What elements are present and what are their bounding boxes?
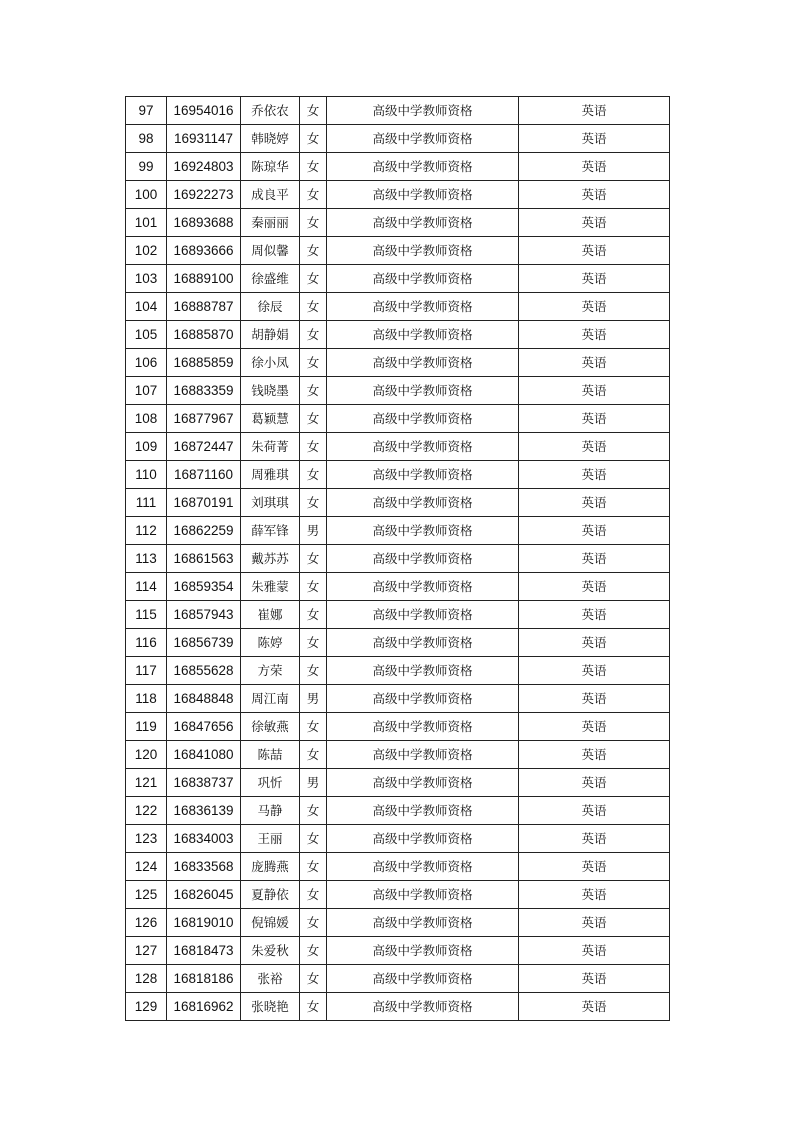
table-row <box>126 97 670 125</box>
gender-cell: 女 <box>300 405 327 433</box>
table-row <box>126 993 670 1021</box>
qualification-cell: 高级中学教师资格 <box>327 377 519 405</box>
qualification-cell: 高级中学教师资格 <box>327 601 519 629</box>
candidate-id-cell: 16954016 <box>167 97 241 125</box>
row-number-cell: 125 <box>126 881 167 909</box>
roster-table <box>125 96 670 1021</box>
candidate-name-cell: 朱荷菁 <box>241 433 300 461</box>
candidate-name-cell: 徐盛维 <box>241 265 300 293</box>
qualification-cell: 高级中学教师资格 <box>327 209 519 237</box>
gender-cell: 女 <box>300 545 327 573</box>
subject-cell: 英语 <box>519 629 670 657</box>
row-number-cell: 112 <box>126 517 167 545</box>
gender-cell: 男 <box>300 685 327 713</box>
subject-cell: 英语 <box>519 321 670 349</box>
table-row <box>126 629 670 657</box>
subject-cell: 英语 <box>519 713 670 741</box>
table-row <box>126 657 670 685</box>
table-row <box>126 797 670 825</box>
candidate-name-cell: 葛颖慧 <box>241 405 300 433</box>
candidate-name-cell: 倪锦媛 <box>241 909 300 937</box>
row-number-cell: 128 <box>126 965 167 993</box>
candidate-name-cell: 钱晓墨 <box>241 377 300 405</box>
subject-cell: 英语 <box>519 769 670 797</box>
candidate-name-cell: 巩忻 <box>241 769 300 797</box>
row-number-cell: 123 <box>126 825 167 853</box>
candidate-name-cell: 胡静娟 <box>241 321 300 349</box>
candidate-name-cell: 徐敏燕 <box>241 713 300 741</box>
row-number-cell: 114 <box>126 573 167 601</box>
subject-cell: 英语 <box>519 265 670 293</box>
row-number-cell: 127 <box>126 937 167 965</box>
candidate-name-cell: 马静 <box>241 797 300 825</box>
gender-cell: 女 <box>300 209 327 237</box>
subject-cell: 英语 <box>519 125 670 153</box>
qualification-cell: 高级中学教师资格 <box>327 657 519 685</box>
row-number-cell: 120 <box>126 741 167 769</box>
table-row <box>126 377 670 405</box>
candidate-id-cell: 16885859 <box>167 349 241 377</box>
qualification-cell: 高级中学教师资格 <box>327 741 519 769</box>
candidate-id-cell: 16922273 <box>167 181 241 209</box>
gender-cell: 女 <box>300 321 327 349</box>
qualification-cell: 高级中学教师资格 <box>327 125 519 153</box>
table-row <box>126 741 670 769</box>
subject-cell: 英语 <box>519 797 670 825</box>
candidate-name-cell: 乔依农 <box>241 97 300 125</box>
candidate-name-cell: 陈喆 <box>241 741 300 769</box>
candidate-id-cell: 16856739 <box>167 629 241 657</box>
candidate-id-cell: 16893688 <box>167 209 241 237</box>
candidate-name-cell: 周江南 <box>241 685 300 713</box>
subject-cell: 英语 <box>519 825 670 853</box>
qualification-cell: 高级中学教师资格 <box>327 629 519 657</box>
subject-cell: 英语 <box>519 545 670 573</box>
row-number-cell: 115 <box>126 601 167 629</box>
gender-cell: 女 <box>300 349 327 377</box>
gender-cell: 女 <box>300 909 327 937</box>
row-number-cell: 118 <box>126 685 167 713</box>
gender-cell: 女 <box>300 993 327 1021</box>
gender-cell: 女 <box>300 153 327 181</box>
row-number-cell: 108 <box>126 405 167 433</box>
subject-cell: 英语 <box>519 517 670 545</box>
candidate-name-cell: 韩晓婷 <box>241 125 300 153</box>
table-row <box>126 713 670 741</box>
table-row <box>126 321 670 349</box>
candidate-name-cell: 张晓艳 <box>241 993 300 1021</box>
subject-cell: 英语 <box>519 97 670 125</box>
candidate-name-cell: 戴苏苏 <box>241 545 300 573</box>
candidate-id-cell: 16893666 <box>167 237 241 265</box>
table-row <box>126 685 670 713</box>
gender-cell: 女 <box>300 125 327 153</box>
row-number-cell: 129 <box>126 993 167 1021</box>
table-row <box>126 349 670 377</box>
row-number-cell: 101 <box>126 209 167 237</box>
candidate-id-cell: 16816962 <box>167 993 241 1021</box>
qualification-cell: 高级中学教师资格 <box>327 881 519 909</box>
qualification-cell: 高级中学教师资格 <box>327 909 519 937</box>
table-row <box>126 825 670 853</box>
qualification-cell: 高级中学教师资格 <box>327 405 519 433</box>
gender-cell: 女 <box>300 937 327 965</box>
qualification-cell: 高级中学教师资格 <box>327 265 519 293</box>
subject-cell: 英语 <box>519 293 670 321</box>
row-number-cell: 110 <box>126 461 167 489</box>
qualification-cell: 高级中学教师资格 <box>327 237 519 265</box>
qualification-cell: 高级中学教师资格 <box>327 181 519 209</box>
subject-cell: 英语 <box>519 601 670 629</box>
candidate-name-cell: 徐辰 <box>241 293 300 321</box>
candidate-id-cell: 16872447 <box>167 433 241 461</box>
qualification-cell: 高级中学教师资格 <box>327 769 519 797</box>
row-number-cell: 113 <box>126 545 167 573</box>
gender-cell: 女 <box>300 237 327 265</box>
subject-cell: 英语 <box>519 657 670 685</box>
subject-cell: 英语 <box>519 181 670 209</box>
table-row <box>126 517 670 545</box>
gender-cell: 女 <box>300 573 327 601</box>
subject-cell: 英语 <box>519 377 670 405</box>
row-number-cell: 111 <box>126 489 167 517</box>
row-number-cell: 119 <box>126 713 167 741</box>
gender-cell: 女 <box>300 629 327 657</box>
candidate-id-cell: 16838737 <box>167 769 241 797</box>
qualification-cell: 高级中学教师资格 <box>327 433 519 461</box>
candidate-name-cell: 秦丽丽 <box>241 209 300 237</box>
gender-cell: 女 <box>300 601 327 629</box>
candidate-name-cell: 徐小凤 <box>241 349 300 377</box>
qualification-cell: 高级中学教师资格 <box>327 489 519 517</box>
subject-cell: 英语 <box>519 909 670 937</box>
gender-cell: 男 <box>300 517 327 545</box>
subject-cell: 英语 <box>519 881 670 909</box>
table-row <box>126 125 670 153</box>
subject-cell: 英语 <box>519 349 670 377</box>
gender-cell: 女 <box>300 433 327 461</box>
candidate-id-cell: 16818473 <box>167 937 241 965</box>
gender-cell: 女 <box>300 713 327 741</box>
candidate-name-cell: 朱爱秋 <box>241 937 300 965</box>
candidate-name-cell: 陈婷 <box>241 629 300 657</box>
candidate-id-cell: 16889100 <box>167 265 241 293</box>
subject-cell: 英语 <box>519 209 670 237</box>
qualification-cell: 高级中学教师资格 <box>327 517 519 545</box>
qualification-cell: 高级中学教师资格 <box>327 713 519 741</box>
row-number-cell: 124 <box>126 853 167 881</box>
qualification-cell: 高级中学教师资格 <box>327 965 519 993</box>
candidate-id-cell: 16847656 <box>167 713 241 741</box>
row-number-cell: 117 <box>126 657 167 685</box>
roster-body <box>126 97 670 1021</box>
subject-cell: 英语 <box>519 433 670 461</box>
table-row <box>126 181 670 209</box>
gender-cell: 女 <box>300 965 327 993</box>
candidate-id-cell: 16826045 <box>167 881 241 909</box>
candidate-id-cell: 16883359 <box>167 377 241 405</box>
candidate-id-cell: 16870191 <box>167 489 241 517</box>
row-number-cell: 97 <box>126 97 167 125</box>
gender-cell: 女 <box>300 181 327 209</box>
table-row <box>126 461 670 489</box>
row-number-cell: 122 <box>126 797 167 825</box>
candidate-id-cell: 16862259 <box>167 517 241 545</box>
table-row <box>126 909 670 937</box>
gender-cell: 女 <box>300 461 327 489</box>
qualification-cell: 高级中学教师资格 <box>327 461 519 489</box>
candidate-name-cell: 方荣 <box>241 657 300 685</box>
qualification-cell: 高级中学教师资格 <box>327 545 519 573</box>
candidate-name-cell: 周雅琪 <box>241 461 300 489</box>
candidate-id-cell: 16931147 <box>167 125 241 153</box>
row-number-cell: 102 <box>126 237 167 265</box>
candidate-id-cell: 16924803 <box>167 153 241 181</box>
subject-cell: 英语 <box>519 685 670 713</box>
subject-cell: 英语 <box>519 405 670 433</box>
candidate-name-cell: 崔娜 <box>241 601 300 629</box>
qualification-cell: 高级中学教师资格 <box>327 993 519 1021</box>
row-number-cell: 103 <box>126 265 167 293</box>
table-row <box>126 965 670 993</box>
qualification-cell: 高级中学教师资格 <box>327 853 519 881</box>
subject-cell: 英语 <box>519 461 670 489</box>
gender-cell: 女 <box>300 97 327 125</box>
subject-cell: 英语 <box>519 853 670 881</box>
qualification-cell: 高级中学教师资格 <box>327 321 519 349</box>
subject-cell: 英语 <box>519 489 670 517</box>
candidate-id-cell: 16888787 <box>167 293 241 321</box>
qualification-cell: 高级中学教师资格 <box>327 685 519 713</box>
candidate-name-cell: 夏静依 <box>241 881 300 909</box>
candidate-id-cell: 16834003 <box>167 825 241 853</box>
candidate-id-cell: 16857943 <box>167 601 241 629</box>
row-number-cell: 107 <box>126 377 167 405</box>
row-number-cell: 100 <box>126 181 167 209</box>
row-number-cell: 109 <box>126 433 167 461</box>
table-row <box>126 489 670 517</box>
gender-cell: 女 <box>300 293 327 321</box>
qualification-cell: 高级中学教师资格 <box>327 153 519 181</box>
candidate-name-cell: 张裕 <box>241 965 300 993</box>
table-row <box>126 545 670 573</box>
table-row <box>126 881 670 909</box>
qualification-cell: 高级中学教师资格 <box>327 293 519 321</box>
gender-cell: 女 <box>300 265 327 293</box>
table-row <box>126 433 670 461</box>
candidate-id-cell: 16841080 <box>167 741 241 769</box>
gender-cell: 女 <box>300 741 327 769</box>
candidate-id-cell: 16859354 <box>167 573 241 601</box>
candidate-id-cell: 16861563 <box>167 545 241 573</box>
qualification-cell: 高级中学教师资格 <box>327 97 519 125</box>
gender-cell: 女 <box>300 377 327 405</box>
table-row <box>126 937 670 965</box>
candidate-id-cell: 16819010 <box>167 909 241 937</box>
qualification-cell: 高级中学教师资格 <box>327 797 519 825</box>
candidate-name-cell: 王丽 <box>241 825 300 853</box>
gender-cell: 女 <box>300 797 327 825</box>
candidate-name-cell: 陈琼华 <box>241 153 300 181</box>
candidate-name-cell: 周似馨 <box>241 237 300 265</box>
table-row <box>126 293 670 321</box>
subject-cell: 英语 <box>519 237 670 265</box>
candidate-name-cell: 刘琪琪 <box>241 489 300 517</box>
gender-cell: 女 <box>300 489 327 517</box>
candidate-name-cell: 薛军锋 <box>241 517 300 545</box>
candidate-id-cell: 16833568 <box>167 853 241 881</box>
candidate-id-cell: 16848848 <box>167 685 241 713</box>
subject-cell: 英语 <box>519 153 670 181</box>
table-row <box>126 601 670 629</box>
qualification-cell: 高级中学教师资格 <box>327 573 519 601</box>
candidate-id-cell: 16885870 <box>167 321 241 349</box>
row-number-cell: 126 <box>126 909 167 937</box>
gender-cell: 女 <box>300 881 327 909</box>
table-row <box>126 153 670 181</box>
candidate-name-cell: 庞腾燕 <box>241 853 300 881</box>
table-row <box>126 405 670 433</box>
gender-cell: 女 <box>300 853 327 881</box>
row-number-cell: 116 <box>126 629 167 657</box>
candidate-id-cell: 16877967 <box>167 405 241 433</box>
candidate-id-cell: 16836139 <box>167 797 241 825</box>
candidate-name-cell: 成良平 <box>241 181 300 209</box>
row-number-cell: 104 <box>126 293 167 321</box>
table-row <box>126 769 670 797</box>
row-number-cell: 99 <box>126 153 167 181</box>
gender-cell: 女 <box>300 657 327 685</box>
candidate-id-cell: 16871160 <box>167 461 241 489</box>
row-number-cell: 105 <box>126 321 167 349</box>
table-row <box>126 853 670 881</box>
qualification-cell: 高级中学教师资格 <box>327 825 519 853</box>
gender-cell: 女 <box>300 825 327 853</box>
subject-cell: 英语 <box>519 573 670 601</box>
table-row <box>126 209 670 237</box>
subject-cell: 英语 <box>519 741 670 769</box>
qualification-cell: 高级中学教师资格 <box>327 349 519 377</box>
row-number-cell: 106 <box>126 349 167 377</box>
subject-cell: 英语 <box>519 993 670 1021</box>
candidate-name-cell: 朱雅蒙 <box>241 573 300 601</box>
gender-cell: 男 <box>300 769 327 797</box>
table-row <box>126 237 670 265</box>
table-row <box>126 265 670 293</box>
candidate-id-cell: 16855628 <box>167 657 241 685</box>
subject-cell: 英语 <box>519 965 670 993</box>
row-number-cell: 98 <box>126 125 167 153</box>
subject-cell: 英语 <box>519 937 670 965</box>
candidate-id-cell: 16818186 <box>167 965 241 993</box>
qualification-cell: 高级中学教师资格 <box>327 937 519 965</box>
table-row <box>126 573 670 601</box>
row-number-cell: 121 <box>126 769 167 797</box>
